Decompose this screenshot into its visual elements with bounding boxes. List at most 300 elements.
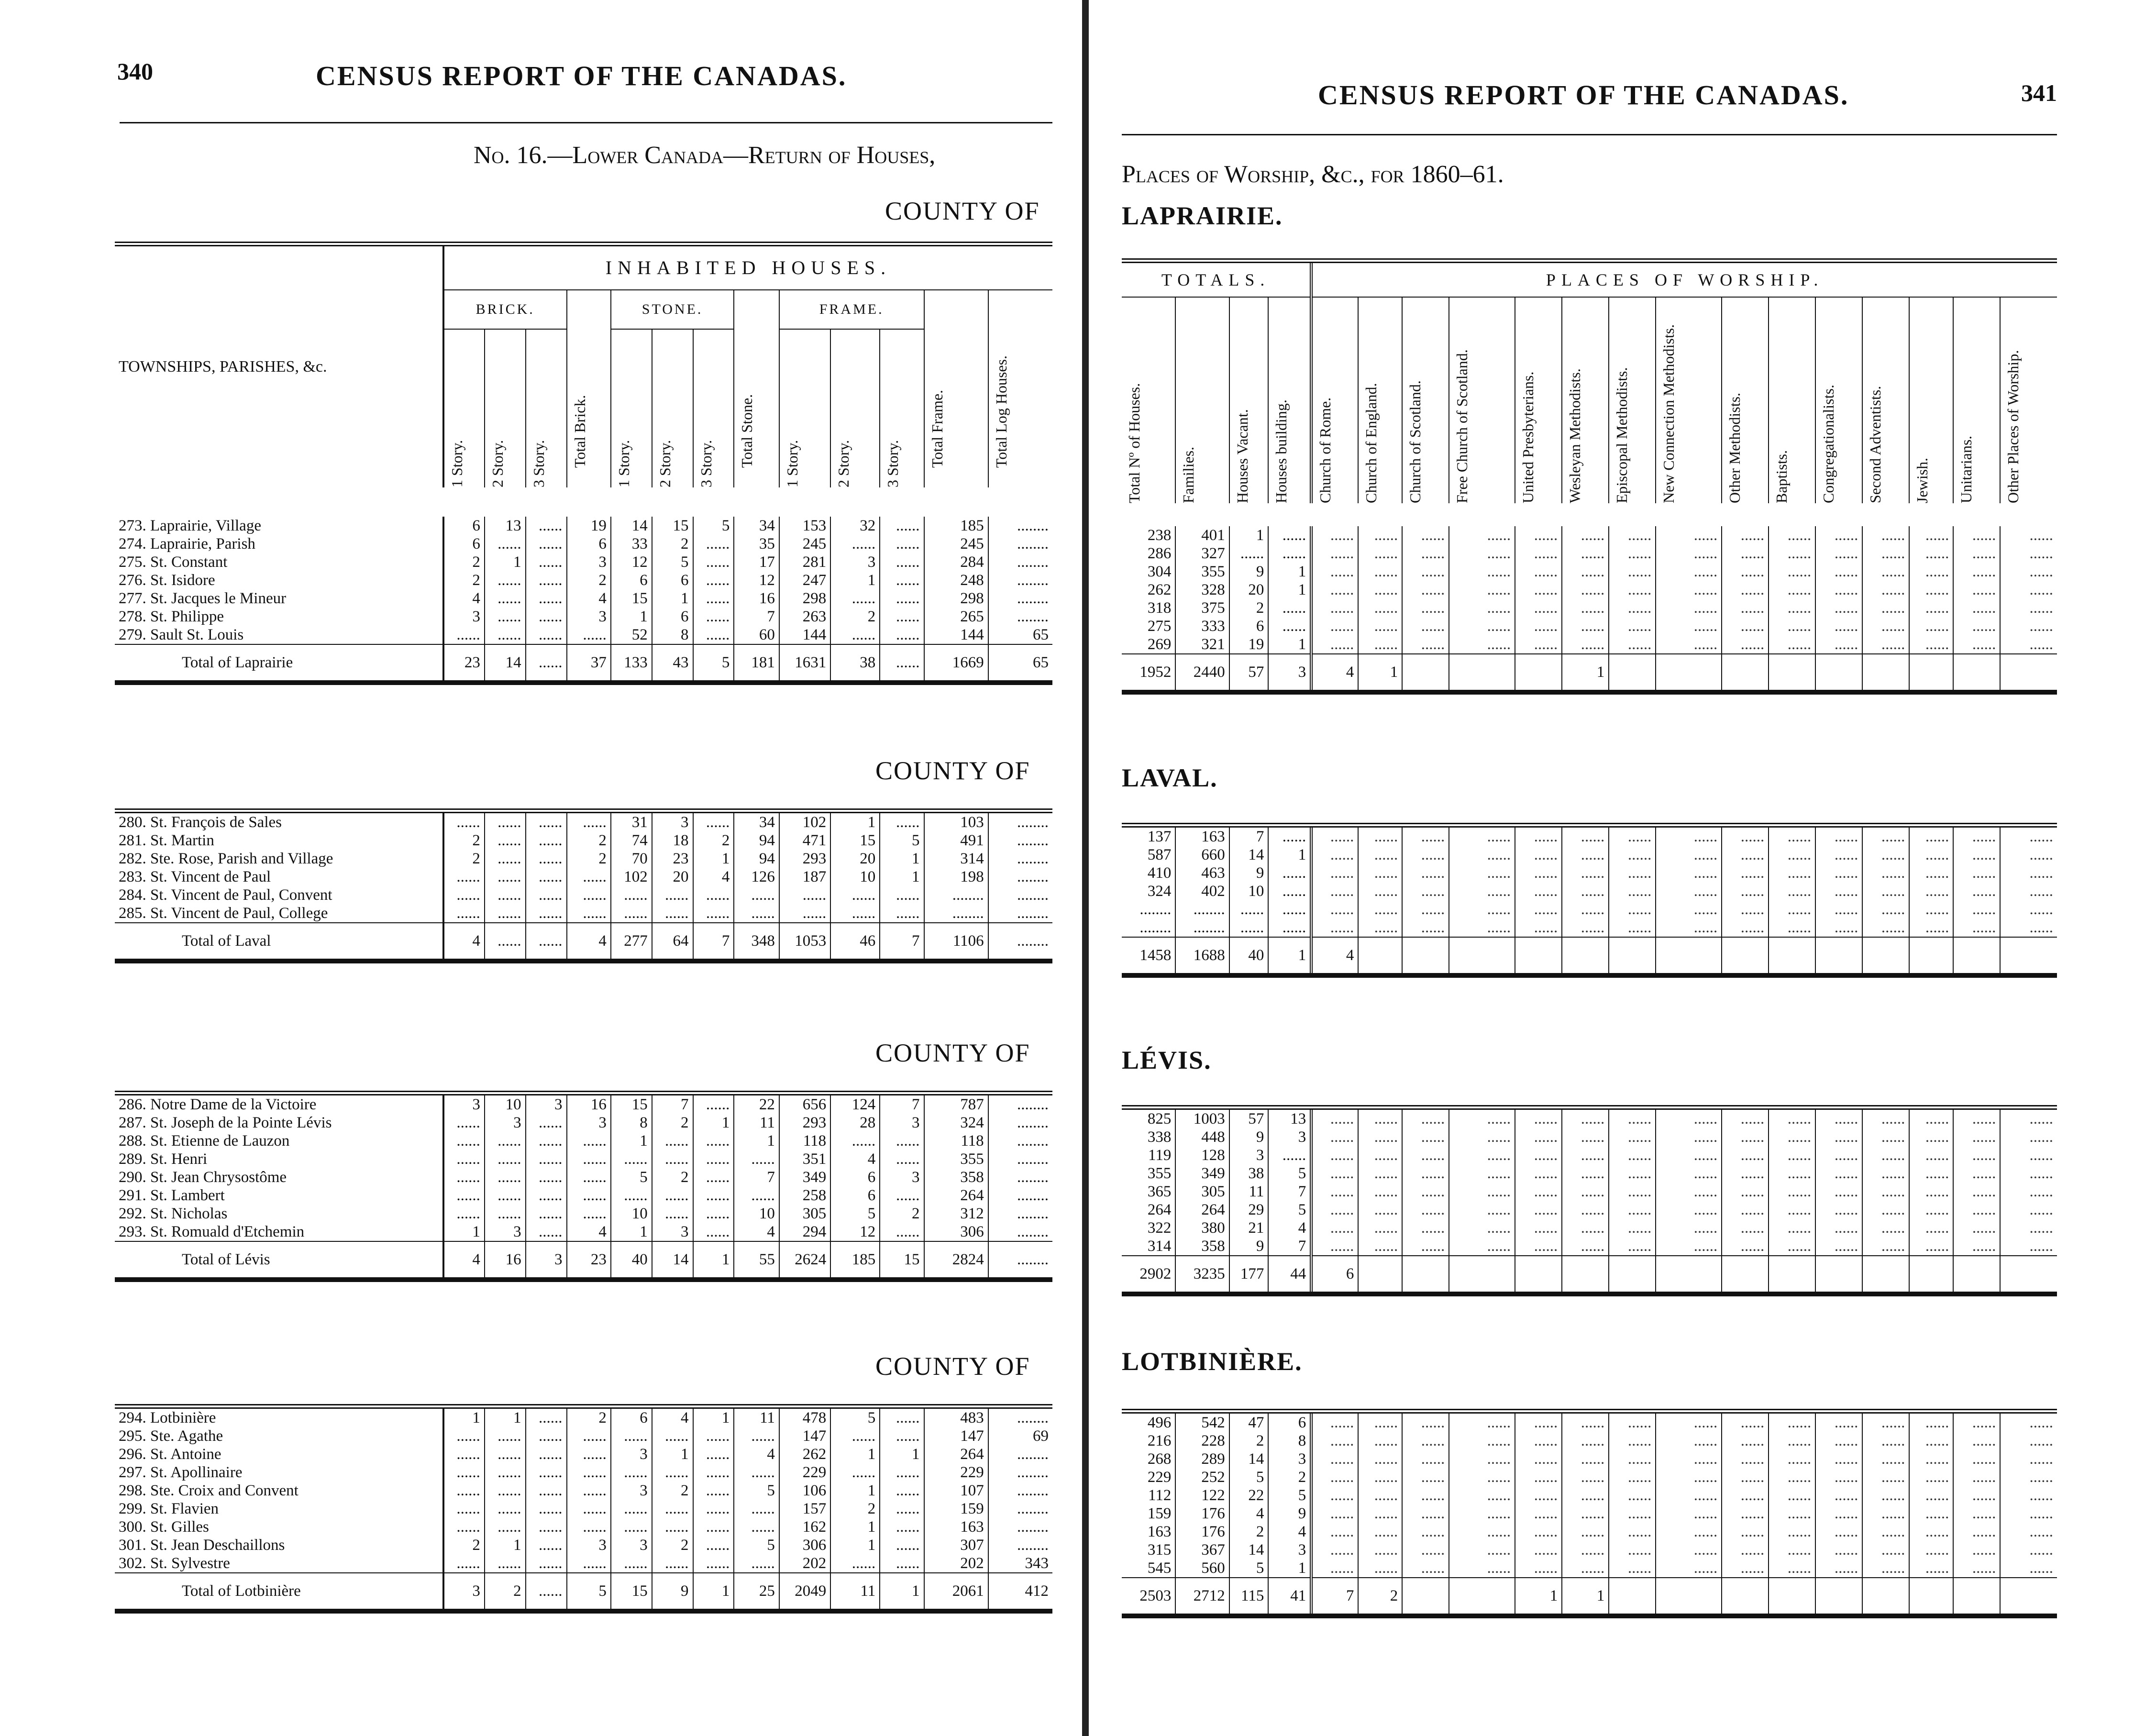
table-row <box>115 1445 1052 1463</box>
total-row <box>115 1241 1052 1280</box>
cell: ........ <box>988 831 1052 850</box>
cell: 94 <box>734 850 779 868</box>
cell: ...... <box>567 1445 611 1463</box>
cell: 2 <box>652 1114 693 1132</box>
table-row <box>1122 1541 2057 1559</box>
cell: 4 <box>567 589 611 608</box>
cell: ...... <box>2000 1164 2057 1183</box>
place-name: 284. St. Vincent de Paul, Convent <box>119 886 332 904</box>
cell: 268 <box>1147 1450 1172 1468</box>
place-name: 293. St. Romuald d'Etchemin <box>119 1223 305 1240</box>
cell: 349 <box>1175 1164 1229 1183</box>
cell: 7 <box>880 1093 924 1114</box>
cell: ...... <box>652 904 693 923</box>
total-cell: 55 <box>734 1241 779 1280</box>
cell: ...... <box>1953 1219 2000 1237</box>
cell: ........ <box>988 850 1052 868</box>
cell: ...... <box>485 1150 526 1168</box>
total-cell: 4 <box>1311 654 1358 692</box>
total-cell: 1 <box>1268 937 1311 975</box>
cell: ...... <box>1449 1432 1515 1450</box>
cell: ...... <box>1656 1486 1722 1504</box>
total-cell <box>1862 1578 1909 1616</box>
col-header: Free Church of Scotland. <box>1449 297 1515 503</box>
cell: 22 <box>734 1093 779 1114</box>
cell: ...... <box>485 1205 526 1223</box>
cell: ...... <box>1311 1411 1358 1432</box>
cell: ...... <box>1722 1559 1769 1578</box>
cell: ...... <box>1656 1164 1722 1183</box>
cell: ...... <box>2000 1219 2057 1237</box>
cell: ...... <box>1268 900 1311 918</box>
total-cell: 11 <box>830 1573 880 1611</box>
cell: 2 <box>443 831 485 850</box>
cell: ...... <box>880 1536 924 1554</box>
cell: ...... <box>779 886 830 904</box>
cell: ...... <box>1815 1432 1862 1450</box>
cell: ...... <box>1609 599 1656 617</box>
cell: ...... <box>443 1427 485 1445</box>
cell: 7 <box>734 608 779 626</box>
cell: ...... <box>567 1554 611 1573</box>
cell: ...... <box>443 1482 485 1500</box>
col-header: Church of Scotland. <box>1402 297 1449 503</box>
total-cell: 23 <box>567 1241 611 1280</box>
cell: ...... <box>1909 918 1953 937</box>
cell: ...... <box>1769 1504 1815 1523</box>
cell: ...... <box>1815 918 1862 937</box>
cell: ...... <box>1909 544 1953 563</box>
total-cell: 7 <box>1311 1578 1358 1616</box>
cell: ...... <box>1311 544 1358 563</box>
cell: 15 <box>652 517 693 535</box>
cell: 2 <box>443 1536 485 1554</box>
cell: ...... <box>1358 1107 1402 1128</box>
cell: 10 <box>734 1205 779 1223</box>
cell: ...... <box>1656 900 1722 918</box>
cell: ........ <box>988 904 1052 923</box>
cell: ...... <box>693 1186 734 1205</box>
cell: 305 <box>779 1205 830 1223</box>
cell: ...... <box>1722 1468 1769 1486</box>
county-name: LAPRAIRIE. <box>1122 201 1283 230</box>
cell: 2 <box>652 1536 693 1554</box>
cell: ...... <box>1722 1146 1769 1164</box>
cell: ...... <box>1449 563 1515 581</box>
cell: 16 <box>567 1093 611 1114</box>
cell: ...... <box>611 1150 652 1168</box>
total-cell <box>1656 1256 1722 1294</box>
cell: ...... <box>1656 918 1722 937</box>
cell: ...... <box>1722 825 1769 846</box>
cell: ...... <box>2000 1450 2057 1468</box>
cell: 7 <box>1268 1237 1311 1256</box>
cell: ...... <box>1402 864 1449 882</box>
table-row <box>1122 918 2057 937</box>
total-cell: 2503 <box>1122 1578 1175 1616</box>
cell: ...... <box>830 886 880 904</box>
cell: ...... <box>1656 544 1722 563</box>
cell: 1 <box>611 1223 652 1241</box>
cell: ...... <box>2000 882 2057 900</box>
cell: ...... <box>1515 1468 1562 1486</box>
total-cell <box>1815 1256 1862 1294</box>
cell: 2 <box>693 831 734 850</box>
total-cell: 4 <box>443 923 485 961</box>
cell: 5 <box>734 1482 779 1500</box>
cell: 102 <box>611 868 652 886</box>
table-row <box>115 535 1052 553</box>
cell: ...... <box>1769 1450 1815 1468</box>
cell: ...... <box>2000 635 2057 654</box>
cell: ...... <box>1562 526 1609 544</box>
cell: ...... <box>485 1554 526 1573</box>
worship-header <box>1122 258 2057 503</box>
cell: ...... <box>1909 1559 1953 1578</box>
place-name: 299. St. Flavien <box>119 1500 219 1517</box>
cell: 198 <box>924 868 988 886</box>
cell: ...... <box>526 1186 567 1205</box>
cell: ...... <box>485 831 526 850</box>
cell: 281 <box>779 553 830 571</box>
cell: ...... <box>443 904 485 923</box>
county-label: COUNTY OF <box>875 756 1030 785</box>
cell: ........ <box>988 1114 1052 1132</box>
cell: ...... <box>2000 1128 2057 1146</box>
cell: ...... <box>1402 1541 1449 1559</box>
cell: 293 <box>779 1114 830 1132</box>
cell: 7 <box>734 1168 779 1186</box>
place-name: 296. St. Antoine <box>119 1446 221 1463</box>
cell: 28 <box>830 1114 880 1132</box>
total-cell: 4 <box>443 1241 485 1280</box>
cell: ...... <box>1449 617 1515 635</box>
table-row <box>115 1406 1052 1427</box>
cell: 6 <box>443 535 485 553</box>
total-cell <box>1909 1256 1953 1294</box>
cell: ...... <box>1311 1523 1358 1541</box>
cell: ...... <box>1815 900 1862 918</box>
cell: ...... <box>1609 635 1656 654</box>
col-header: 1 Story. <box>443 329 485 487</box>
cell: ...... <box>526 1482 567 1500</box>
table-row <box>1122 1504 2057 1523</box>
cell: ...... <box>1722 864 1769 882</box>
cell: ...... <box>1769 526 1815 544</box>
cell: ...... <box>2000 864 2057 882</box>
cell: 19 <box>1229 635 1269 654</box>
cell: 1 <box>1268 846 1311 864</box>
cell: 52 <box>611 626 652 644</box>
cell: ...... <box>2000 1146 2057 1164</box>
table-row <box>115 831 1052 850</box>
cell: ...... <box>1609 1504 1656 1523</box>
cell: 5 <box>1229 1559 1269 1578</box>
cell: ...... <box>485 1500 526 1518</box>
place-name: 292. St. Nicholas <box>119 1205 228 1222</box>
cell: ...... <box>1909 864 1953 882</box>
total-cell: 3 <box>1268 654 1311 692</box>
col-header: Second Adventists. <box>1862 297 1909 503</box>
cell: 306 <box>779 1536 830 1554</box>
cell: ...... <box>1449 1450 1515 1468</box>
cell: ...... <box>2000 918 2057 937</box>
cell: ...... <box>1311 846 1358 864</box>
cell: ...... <box>1449 1486 1515 1504</box>
total-row <box>115 923 1052 961</box>
table-row <box>1122 563 2057 581</box>
table-row <box>1122 1237 2057 1256</box>
cell: ...... <box>1862 1432 1909 1450</box>
cell: ...... <box>1909 526 1953 544</box>
cell: 15 <box>611 1093 652 1114</box>
place-name: 300. St. Gilles <box>119 1518 209 1536</box>
cell: ...... <box>1311 1201 1358 1219</box>
cell: 6 <box>567 535 611 553</box>
total-row <box>115 1573 1052 1611</box>
total-cell <box>1815 937 1862 975</box>
cell: ........ <box>988 517 1052 535</box>
cell: ...... <box>485 1445 526 1463</box>
cell: ...... <box>1909 1164 1953 1183</box>
cell: 5 <box>830 1205 880 1223</box>
head-rule <box>1122 134 2057 135</box>
cell: ...... <box>1402 1559 1449 1578</box>
cell: ...... <box>611 1427 652 1445</box>
cell: 5 <box>830 1406 880 1427</box>
total-cell: 1669 <box>924 644 988 683</box>
cell: ...... <box>1268 599 1311 617</box>
cell: ...... <box>1815 1237 1862 1256</box>
cell: ...... <box>567 626 611 644</box>
cell: ...... <box>1358 1219 1402 1237</box>
cell: 4 <box>830 1150 880 1168</box>
cell: 351 <box>779 1150 830 1168</box>
cell: ...... <box>1656 1541 1722 1559</box>
cell: 2 <box>652 1482 693 1500</box>
cell: ...... <box>443 811 485 831</box>
cell: ...... <box>1815 526 1862 544</box>
cell: ...... <box>1862 1486 1909 1504</box>
cell: ...... <box>443 1554 485 1573</box>
cell: ...... <box>485 1482 526 1500</box>
cell: 144 <box>924 626 988 644</box>
cell: ...... <box>1311 1164 1358 1183</box>
cell: ...... <box>485 1168 526 1186</box>
county-label: COUNTY OF <box>885 197 1040 225</box>
cell: ...... <box>1358 1559 1402 1578</box>
place-name: 283. St. Vincent de Paul <box>119 868 271 885</box>
total-cell <box>1656 654 1722 692</box>
cell: 8 <box>1268 1432 1311 1450</box>
cell: ...... <box>1815 1183 1862 1201</box>
cell: 118 <box>924 1132 988 1150</box>
cell: ...... <box>1562 1146 1609 1164</box>
cell: ...... <box>1769 846 1815 864</box>
cell: ...... <box>1722 882 1769 900</box>
cell: 163 <box>924 1518 988 1536</box>
total-cell: 37 <box>567 644 611 683</box>
cell: ...... <box>1953 1559 2000 1578</box>
cell: ...... <box>1656 526 1722 544</box>
cell: 23 <box>652 850 693 868</box>
total-cell: 44 <box>1268 1256 1311 1294</box>
cell: ...... <box>693 553 734 571</box>
cell: 1 <box>485 1536 526 1554</box>
total-cell <box>1953 1256 2000 1294</box>
cell: ...... <box>1609 563 1656 581</box>
cell: ...... <box>1562 1183 1609 1201</box>
total-cell: ........ <box>988 1241 1052 1280</box>
cell: 229 <box>924 1463 988 1482</box>
places-of-worship-header: PLACES OF WORSHIP. <box>1311 261 2057 297</box>
cell: ...... <box>1449 846 1515 864</box>
cell: ...... <box>443 1463 485 1482</box>
cell: ...... <box>693 1223 734 1241</box>
cell: ...... <box>880 811 924 831</box>
total-cell: ...... <box>526 923 567 961</box>
cell: 265 <box>924 608 988 626</box>
cell: ...... <box>1311 1146 1358 1164</box>
cell: ...... <box>1722 1237 1769 1256</box>
cell: 6 <box>830 1186 880 1205</box>
cell: ...... <box>880 1132 924 1150</box>
table-row <box>1122 1486 2057 1504</box>
cell: 401 <box>1175 526 1229 544</box>
place-name: 297. St. Apollinaire <box>119 1464 243 1481</box>
cell: ...... <box>1609 864 1656 882</box>
cell: 20 <box>830 850 880 868</box>
cell: 9 <box>1229 864 1269 882</box>
cell: ...... <box>1609 1219 1656 1237</box>
cell: 660 <box>1175 846 1229 864</box>
cell: ...... <box>1311 1486 1358 1504</box>
cell: ...... <box>1862 635 1909 654</box>
col-header: Baptists. <box>1769 297 1815 503</box>
cell: ...... <box>1953 1164 2000 1183</box>
cell: ...... <box>734 904 779 923</box>
cell: ...... <box>1862 563 1909 581</box>
total-cell: 2 <box>485 1573 526 1611</box>
cell: ...... <box>1449 1559 1515 1578</box>
cell: ...... <box>1609 882 1656 900</box>
cell: ...... <box>1358 635 1402 654</box>
cell: ...... <box>1656 1146 1722 1164</box>
cell: ...... <box>1562 1468 1609 1486</box>
cell: 13 <box>1268 1107 1311 1128</box>
cell: 367 <box>1175 1541 1229 1559</box>
cell: ...... <box>1909 1201 1953 1219</box>
cell: 163 <box>1147 1523 1172 1540</box>
cell: ...... <box>1562 1201 1609 1219</box>
place-name: 276. St. Isidore <box>119 572 215 589</box>
total-cell: 14 <box>652 1241 693 1280</box>
cell: ...... <box>1311 599 1358 617</box>
table-title: Places of Worship, &c., for 1860–61. <box>1122 161 1504 188</box>
cell: 324 <box>924 1114 988 1132</box>
cell: 1 <box>1268 635 1311 654</box>
cell: 286 <box>1147 545 1172 562</box>
cell: ...... <box>1562 1128 1609 1146</box>
total-cell: 40 <box>1229 937 1269 975</box>
cell: ...... <box>1311 864 1358 882</box>
cell: 656 <box>779 1093 830 1114</box>
cell: ...... <box>1402 1146 1449 1164</box>
cell: 5 <box>652 553 693 571</box>
table-row <box>115 1205 1052 1223</box>
total-label: Total of Laval <box>115 923 443 961</box>
cell: ...... <box>443 1114 485 1132</box>
total-cell: 1631 <box>779 644 830 683</box>
cell: 4 <box>734 1445 779 1463</box>
cell: 137 <box>1147 828 1172 845</box>
cell: 304 <box>1147 563 1172 580</box>
cell: ...... <box>1862 1219 1909 1237</box>
cell: ...... <box>1402 1201 1449 1219</box>
cell: ...... <box>1358 1201 1402 1219</box>
cell: 159 <box>1147 1505 1172 1522</box>
cell: ...... <box>693 535 734 553</box>
cell: 216 <box>1147 1432 1172 1449</box>
place-name: 295. Ste. Agathe <box>119 1427 223 1445</box>
cell: ...... <box>1358 1146 1402 1164</box>
cell: ...... <box>1609 1486 1656 1504</box>
cell: ...... <box>485 589 526 608</box>
table-row <box>115 1518 1052 1536</box>
table-row <box>115 1536 1052 1554</box>
cell: ...... <box>485 886 526 904</box>
total-cell: 5 <box>693 644 734 683</box>
cell: 263 <box>779 608 830 626</box>
cell: 13 <box>485 517 526 535</box>
table-row <box>1122 1183 2057 1201</box>
total-cell <box>1769 1578 1815 1616</box>
cell: 3 <box>652 1223 693 1241</box>
cell: ...... <box>1358 918 1402 937</box>
table-row <box>1122 635 2057 654</box>
cell: 112 <box>1148 1487 1172 1504</box>
cell: ...... <box>1449 1128 1515 1146</box>
cell: ...... <box>1402 617 1449 635</box>
cell: ...... <box>443 1205 485 1223</box>
col-header: 1 Story. <box>611 329 652 487</box>
cell: ...... <box>526 811 567 831</box>
cell: 324 <box>1147 883 1172 900</box>
cell: 2 <box>652 535 693 553</box>
cell: ........ <box>988 868 1052 886</box>
cell: ...... <box>652 1205 693 1223</box>
col-header: Total Log Houses. <box>988 290 1052 487</box>
cell: ...... <box>2000 1523 2057 1541</box>
cell: ...... <box>526 517 567 535</box>
cell: 94 <box>734 831 779 850</box>
cell: ...... <box>693 571 734 589</box>
cell: ...... <box>1815 864 1862 882</box>
cell: ...... <box>1449 1237 1515 1256</box>
cell: 1 <box>880 1445 924 1463</box>
cell: 402 <box>1175 882 1229 900</box>
place-name: 288. St. Etienne de Lauzon <box>119 1132 290 1150</box>
cell: 9 <box>1229 1128 1269 1146</box>
cell: ...... <box>1562 544 1609 563</box>
cell: 1 <box>693 1406 734 1427</box>
total-cell <box>1609 1256 1656 1294</box>
cell: ...... <box>1311 882 1358 900</box>
cell: ...... <box>1562 1450 1609 1468</box>
cell: 2 <box>1229 1523 1269 1541</box>
col-header: 2 Story. <box>652 329 693 487</box>
cell: 11 <box>1229 1183 1269 1201</box>
